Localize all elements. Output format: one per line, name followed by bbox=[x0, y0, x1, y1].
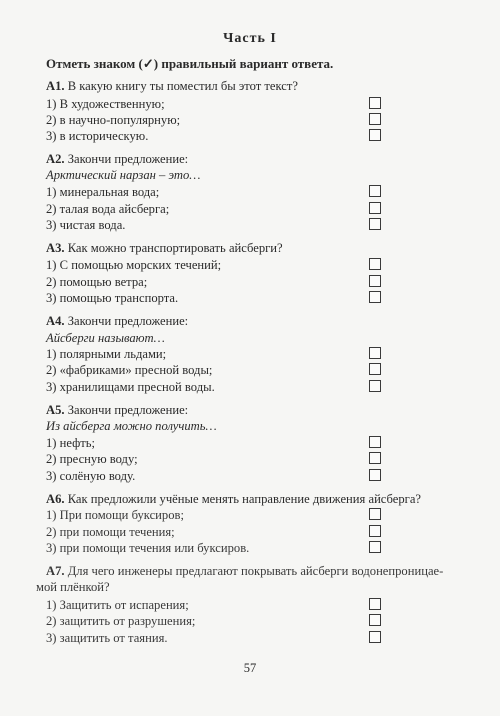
option-a7-1: 1) Защитить от испарения; bbox=[46, 598, 189, 612]
option-a1-1: 1) В художественную; bbox=[46, 97, 165, 111]
option-a5-2: 2) пресную воду; bbox=[46, 452, 138, 466]
answer-checkbox-a7-1[interactable] bbox=[369, 598, 381, 610]
answer-checkbox-a6-2[interactable] bbox=[369, 525, 381, 537]
answer-checkbox-a2-3[interactable] bbox=[369, 218, 381, 230]
option-a3-2: 2) помощью ветра; bbox=[46, 275, 148, 289]
question-a3: А3. Как можно транспортировать айсберги? bbox=[46, 241, 283, 255]
option-a6-3: 3) при помощи течения или буксиров. bbox=[46, 541, 250, 555]
answer-checkbox-a5-3[interactable] bbox=[369, 469, 381, 481]
answer-checkbox-a1-3[interactable] bbox=[369, 129, 381, 141]
question-a6: А6. Как предложили учёные менять направление движения айсберга? bbox=[46, 492, 422, 506]
option-a4-1: 1) полярными льдами; bbox=[46, 347, 167, 361]
answer-checkbox-a4-3[interactable] bbox=[369, 380, 381, 392]
answer-checkbox-a4-2[interactable] bbox=[369, 363, 381, 375]
prompt-a4: Айсберги называют… bbox=[46, 331, 165, 345]
option-a2-3: 3) чистая вода. bbox=[46, 218, 126, 232]
question-a5: А5. Закончи предложение: bbox=[46, 403, 189, 417]
option-a3-1: 1) С помощью морских течений; bbox=[46, 258, 222, 272]
answer-checkbox-a7-2[interactable] bbox=[369, 614, 381, 626]
option-a5-3: 3) солёную воду. bbox=[46, 469, 136, 483]
option-a7-3: 3) защитить от таяния. bbox=[46, 631, 168, 645]
answer-checkbox-a1-1[interactable] bbox=[369, 97, 381, 109]
prompt-a5: Из айсберга можно получить… bbox=[46, 419, 217, 433]
answer-checkbox-a3-1[interactable] bbox=[369, 258, 381, 270]
question-a7: А7. Для чего инженеры предлагают покрывать айсберги водонепроницае- bbox=[46, 564, 444, 578]
question-a4: А4. Закончи предложение: bbox=[46, 314, 189, 328]
answer-checkbox-a5-1[interactable] bbox=[369, 436, 381, 448]
instruction: Отметь знаком (✓) правильный вариант ответа. bbox=[46, 56, 334, 71]
question-a1: А1. В какую книгу ты поместил бы этот текст? bbox=[46, 79, 298, 93]
option-a2-2: 2) талая вода айсберга; bbox=[46, 202, 170, 216]
answer-checkbox-a1-2[interactable] bbox=[369, 113, 381, 125]
page-title: Часть I bbox=[223, 31, 277, 46]
option-a1-2: 2) в научно-популярную; bbox=[46, 113, 181, 127]
answer-checkbox-a3-3[interactable] bbox=[369, 291, 381, 303]
option-a3-3: 3) помощью транспорта. bbox=[46, 291, 179, 305]
answer-checkbox-a6-3[interactable] bbox=[369, 541, 381, 553]
answer-checkbox-a6-1[interactable] bbox=[369, 508, 381, 520]
answer-checkbox-a4-1[interactable] bbox=[369, 347, 381, 359]
option-a7-2: 2) защитить от разрушения; bbox=[46, 614, 196, 628]
question-a2: А2. Закончи предложение: bbox=[46, 152, 189, 166]
answer-checkbox-a3-2[interactable] bbox=[369, 275, 381, 287]
page-number: 57 bbox=[243, 661, 257, 675]
question-a7-continuation: мой плёнкой? bbox=[36, 580, 110, 594]
option-a4-3: 3) хранилищами пресной воды. bbox=[46, 380, 215, 394]
prompt-a2: Арктический нарзан – это… bbox=[46, 168, 201, 182]
answer-checkbox-a2-1[interactable] bbox=[369, 185, 381, 197]
answer-checkbox-a5-2[interactable] bbox=[369, 452, 381, 464]
answer-checkbox-a2-2[interactable] bbox=[369, 202, 381, 214]
option-a2-1: 1) минеральная вода; bbox=[46, 185, 160, 199]
option-a6-1: 1) При помощи буксиров; bbox=[46, 508, 184, 522]
answer-checkbox-a7-3[interactable] bbox=[369, 631, 381, 643]
option-a1-3: 3) в историческую. bbox=[46, 129, 149, 143]
option-a5-1: 1) нефть; bbox=[46, 436, 96, 450]
option-a6-2: 2) при помощи течения; bbox=[46, 525, 175, 539]
option-a4-2: 2) «фабриками» пресной воды; bbox=[46, 363, 213, 377]
